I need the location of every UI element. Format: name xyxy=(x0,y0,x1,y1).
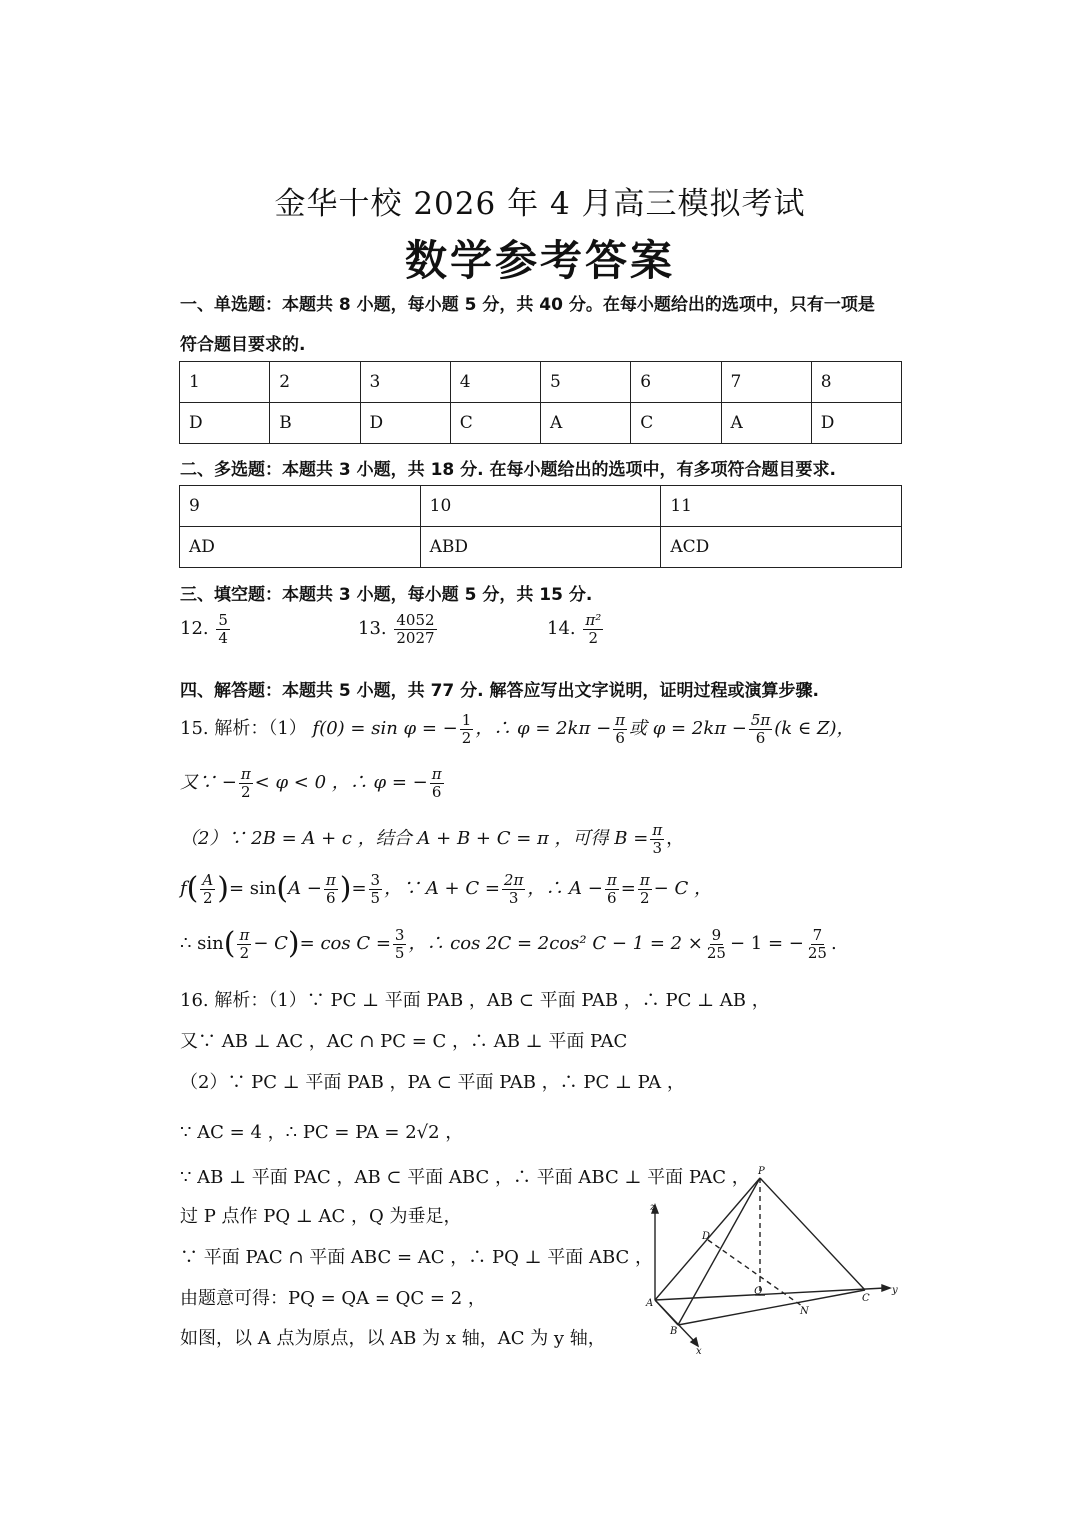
denominator: 5 xyxy=(370,888,381,907)
table-cell: C xyxy=(631,403,721,444)
paren: ( xyxy=(186,871,199,906)
numerator: π² xyxy=(585,611,602,629)
fraction xyxy=(583,612,603,646)
numerator: 4052 xyxy=(396,611,435,629)
numerator: 7 xyxy=(812,926,823,944)
numerator: 1 xyxy=(461,711,472,729)
label-D: D xyxy=(702,1231,711,1242)
table-row xyxy=(180,527,902,568)
q15-label: 15. 解析：（1） xyxy=(180,718,307,739)
pyramid-figure xyxy=(630,1160,910,1360)
q16-line4: ∵ AC = 4 ，∴ PC = PA = 2√2 ， xyxy=(180,1122,464,1143)
fraction xyxy=(613,712,627,746)
text: = xyxy=(351,878,367,899)
section2-heading: 二、多选题：本题共 3 小题，共 18 分. 在每小题给出的选项中，有多项符合题目要求. xyxy=(180,460,836,480)
numerator: 3 xyxy=(394,926,405,944)
table-cell: 1 xyxy=(180,362,270,403)
text: = cos C = xyxy=(299,933,391,954)
fraction xyxy=(460,712,474,746)
fill-blank-12 xyxy=(180,612,232,646)
label-C: C xyxy=(862,1293,870,1304)
fraction xyxy=(430,766,444,800)
answer-key-title: 数学参考答案 xyxy=(404,236,675,285)
denominator: 25 xyxy=(807,943,827,962)
text: （2）∵ 2B = A + c ，结合 A + B + C = π ，可得 B = xyxy=(180,828,649,849)
denominator: 2 xyxy=(461,728,472,747)
table-cell: 2 xyxy=(270,362,360,403)
label-A: A xyxy=(646,1298,654,1309)
denominator: 25 xyxy=(706,943,726,962)
q15-line4 xyxy=(180,872,712,906)
label-z: z xyxy=(650,1202,656,1213)
edge-BC xyxy=(678,1290,865,1325)
paren: ) xyxy=(287,926,300,961)
fraction xyxy=(393,927,407,961)
table-cell: D xyxy=(360,403,450,444)
denominator: 3 xyxy=(652,838,663,857)
table-cell: 3 xyxy=(360,362,450,403)
paren: ( xyxy=(276,871,289,906)
table-row xyxy=(180,403,902,444)
table-cell: D xyxy=(180,403,270,444)
text: = sin xyxy=(228,878,277,899)
denominator: 2 xyxy=(239,943,250,962)
fraction xyxy=(650,822,664,856)
text: ，∵ A + C = xyxy=(384,878,500,899)
denominator: 6 xyxy=(755,728,766,747)
text: < φ < 0 ，∴ φ = − xyxy=(254,772,428,793)
q16-line3: （2）∵ PC ⊥ 平面 PAB ，PA ⊂ 平面 PAB ，∴ PC ⊥ PA ， xyxy=(180,1072,685,1093)
numerator: 2π xyxy=(503,871,524,889)
table-cell: 7 xyxy=(721,362,811,403)
fraction xyxy=(216,612,230,646)
q16-line7: ∵ 平面 PAC ∩ 平面 ABC = AC ，∴ PQ ⊥ 平面 ABC ， xyxy=(180,1247,654,1268)
paren: ) xyxy=(217,871,229,906)
q15-line2 xyxy=(180,766,446,800)
item-label: 12. xyxy=(180,618,209,639)
denominator: 6 xyxy=(615,728,625,747)
q15-line1 xyxy=(180,712,855,746)
fraction xyxy=(605,872,619,906)
table-cell: 6 xyxy=(631,362,721,403)
text: ∴ sin xyxy=(180,933,224,954)
numerator: π xyxy=(606,871,617,889)
table-cell: ACD xyxy=(661,527,902,568)
fill-blank-13 xyxy=(358,612,439,646)
numerator: π xyxy=(239,926,250,944)
numerator: π xyxy=(639,871,650,889)
q16-line9: 如图，以 A 点为原点，以 AB 为 x 轴，AC 为 y 轴， xyxy=(180,1328,606,1349)
section3-heading: 三、填空题：本题共 3 小题，每小题 5 分，共 15 分. xyxy=(180,585,593,605)
fill-blank-14 xyxy=(547,612,605,646)
fraction xyxy=(324,872,338,906)
label-P: P xyxy=(758,1166,765,1177)
paren: ( xyxy=(223,926,236,961)
table-cell: A xyxy=(721,403,811,444)
numerator: π xyxy=(431,765,442,783)
text: ，∴ φ = 2kπ − xyxy=(475,718,612,739)
denominator: 6 xyxy=(326,888,336,907)
q16-line5: ∵ AB ⊥ 平面 PAC ，AB ⊂ 平面 ABC ，∴ 平面 ABC ⊥ 平面 PAC ， xyxy=(180,1167,750,1188)
table-cell: AD xyxy=(180,527,421,568)
table-cell: D xyxy=(811,403,901,444)
q16-line1: 16. 解析：（1）∵ PC ⊥ 平面 PAB ，AB ⊂ 平面 PAB ，∴ PC ⊥ AB ， xyxy=(180,990,770,1011)
q16-line2: 又∵ AB ⊥ AC ，AC ∩ PC = C ，∴ AB ⊥ 平面 PAC xyxy=(180,1031,628,1052)
fraction xyxy=(369,872,383,906)
text: 或 φ = 2kπ − xyxy=(629,718,747,739)
table-cell: ABD xyxy=(420,527,661,568)
y-arrow-icon xyxy=(882,1285,890,1291)
label-x: x xyxy=(696,1346,702,1357)
numerator: 5 xyxy=(218,611,228,629)
q16-line8: 由题意可得：PQ = QA = QC = 2 ， xyxy=(180,1288,486,1309)
denominator: 3 xyxy=(508,888,519,907)
text: ， xyxy=(666,828,685,849)
multi-choice-table xyxy=(179,485,902,568)
fraction xyxy=(239,766,253,800)
fraction xyxy=(749,712,772,746)
fraction xyxy=(200,872,215,906)
text: ，∴ A − xyxy=(527,878,603,899)
paren: ) xyxy=(339,871,352,906)
text: = xyxy=(620,878,636,899)
numerator: A xyxy=(202,871,214,889)
denominator: 6 xyxy=(607,888,617,907)
table-cell: A xyxy=(541,403,631,444)
text: 又∵ − xyxy=(180,772,237,793)
table-row xyxy=(180,362,902,403)
label-B: B xyxy=(670,1326,678,1337)
numerator: 9 xyxy=(711,926,722,944)
label-y: y xyxy=(892,1285,898,1296)
denominator: 2 xyxy=(639,888,650,907)
edge-PC xyxy=(760,1178,865,1290)
numerator: π xyxy=(240,765,251,783)
table-cell: 9 xyxy=(180,486,421,527)
text: − C ， xyxy=(653,878,712,899)
table-row xyxy=(180,486,902,527)
y-axis xyxy=(655,1288,885,1300)
denominator: 2 xyxy=(203,888,213,907)
fraction xyxy=(394,612,436,646)
numerator: π xyxy=(652,821,663,839)
edge-AB xyxy=(655,1300,678,1325)
denominator: 4 xyxy=(218,628,228,647)
fraction xyxy=(705,927,728,961)
denominator: 2 xyxy=(240,782,251,801)
fraction xyxy=(237,927,251,961)
q15-line5 xyxy=(180,927,837,961)
text: . xyxy=(830,933,837,954)
text: ，∴ cos 2C = 2cos² C − 1 = 2 × xyxy=(408,933,703,954)
table-cell: B xyxy=(270,403,360,444)
table-cell: C xyxy=(450,403,540,444)
table-cell: 5 xyxy=(541,362,631,403)
text: A − xyxy=(288,878,322,899)
table-cell: 4 xyxy=(450,362,540,403)
denominator: 2 xyxy=(588,628,599,647)
label-N: N xyxy=(800,1306,809,1317)
q15-line3 xyxy=(180,822,684,856)
text: (k ∈ Z)， xyxy=(774,718,855,739)
table-cell: 10 xyxy=(420,486,661,527)
numerator: 3 xyxy=(370,871,381,889)
numerator: 5π xyxy=(750,711,771,729)
section1-heading: 一、单选题：本题共 8 小题，每小题 5 分，共 40 分。在每小题给出的选项中，只有一项是 xyxy=(180,295,875,315)
denominator: 5 xyxy=(394,943,405,962)
numerator: π xyxy=(325,871,336,889)
denominator: 6 xyxy=(431,782,442,801)
fraction xyxy=(638,872,652,906)
text: − 1 = − xyxy=(729,933,804,954)
table-cell: 8 xyxy=(811,362,901,403)
item-label: 13. xyxy=(358,618,387,639)
single-choice-table xyxy=(179,361,902,444)
exam-title: 金华十校 2026 年 4 月高三模拟考试 xyxy=(274,186,806,222)
label-Q: Q xyxy=(754,1286,763,1297)
numerator: π xyxy=(615,711,626,729)
fraction xyxy=(502,872,525,906)
edge-PB xyxy=(678,1178,763,1325)
q16-line6: 过 P 点作 PQ ⊥ AC ，Q 为垂足， xyxy=(180,1206,462,1227)
item-label: 14. xyxy=(547,618,576,639)
fraction xyxy=(806,927,829,961)
section1-heading-cont: 符合题目要求的. xyxy=(180,335,306,355)
denominator: 2027 xyxy=(396,628,435,647)
text: − C xyxy=(253,933,288,954)
text: f(0) = sin φ = − xyxy=(312,718,458,739)
text: f xyxy=(180,878,187,899)
table-cell: 11 xyxy=(661,486,902,527)
section4-heading: 四、解答题：本题共 5 小题，共 77 分. 解答应写出文字说明，证明过程或演算步骤. xyxy=(180,681,819,701)
